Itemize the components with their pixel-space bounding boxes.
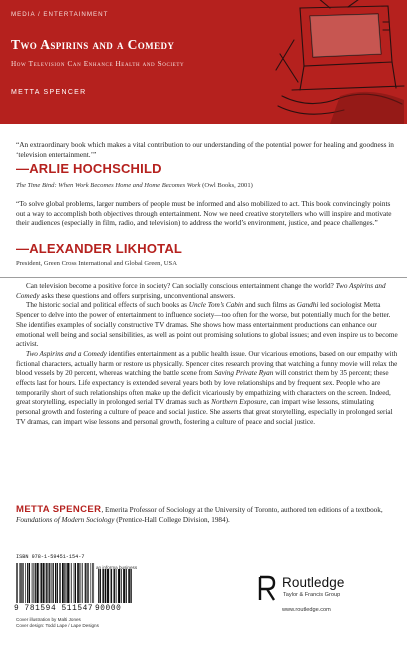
barcode-bar <box>92 563 93 603</box>
credit-illustration: Cover illustration by Malti Jones <box>16 617 81 622</box>
endorsement-source <box>16 181 398 190</box>
description-paragraph: The historic social and political effects of such books as Uncle Tom’s Cabin and such films as Gandhi led sociologist Metta Spencer to delve into the power of entertainment to influence society—too often for the worse, but potentially much for the better. She identifies examples of socially constructive TV dramas. She shows how mass entertainment productions can enhance our emotional well being and social sensibilities, as well as point out promising solutions to global issues; and even inspire us to become activist. <box>16 301 398 349</box>
barcode-bar <box>47 563 48 603</box>
barcode-addon-bar <box>118 569 119 603</box>
barcode-addon-bar <box>103 569 104 603</box>
textbook-title: Foundations of Modern Sociology <box>16 515 115 524</box>
cover-header-band <box>0 0 407 124</box>
barcode-bar <box>41 563 42 603</box>
barcode-bar <box>78 563 79 603</box>
barcode-addon-bar <box>119 569 120 603</box>
source-publisher: (Owl Books, 2001) <box>200 182 253 189</box>
endorsement-quote: “To solve global problems, larger numbers of people must be informed and also mobilized to act. This book convincingly points out a way to accomplish both objectives through entertainment. Now we need creative storytellers who will inspire and motivate their audiences (especially in film, radio, and television) to address the world’s environment, justice, and peace challenges.” <box>16 199 392 228</box>
barcode-bar <box>16 563 17 603</box>
cover-credits <box>16 617 99 629</box>
barcode-bar <box>50 563 51 603</box>
barcode-addon-bar <box>123 569 124 603</box>
barcode-addon-bar <box>111 569 112 603</box>
informa-label: an informa business <box>96 565 138 570</box>
barcode-addon-bar <box>119 569 120 603</box>
book-title: Two Aspirins and a Comedy <box>11 37 175 52</box>
publisher-name: Routledge <box>282 575 345 590</box>
barcode-addon-bar <box>107 569 108 603</box>
endorsement-quote: “An extraordinary book which makes a vital contribution to our understanding of the potential power for healing and goodness in ‘television entertainment.’” <box>16 140 394 159</box>
book-description <box>16 282 398 428</box>
barcode-bar <box>56 563 57 603</box>
barcode-bar <box>62 563 63 603</box>
barcode-bar <box>33 563 34 603</box>
endorsement-author: —ARLIE HOCHSCHILD <box>16 161 162 176</box>
barcode-bar <box>40 563 41 603</box>
barcode-bar <box>88 563 89 603</box>
barcode-addon-bar <box>100 569 101 603</box>
barcode-bar <box>52 563 53 603</box>
barcode-bar <box>29 563 30 603</box>
author-bio: METTA SPENCER, Emerita Professor of Sociology at the University of Toronto, authored ten editions of a textbook, Foundations of Modern Sociology (Prentice-Hall College Division, 1984). <box>16 504 383 524</box>
barcode-bar <box>75 563 76 603</box>
barcode-addon-bar <box>105 569 106 603</box>
barcode-bar <box>53 563 54 603</box>
barcode-bar <box>67 563 68 603</box>
barcode-bar <box>43 563 44 603</box>
barcode-bar <box>37 563 38 603</box>
barcode-bar <box>49 563 50 603</box>
barcode-bar <box>46 563 47 603</box>
barcode-bar <box>81 563 82 603</box>
barcode-bar <box>85 563 86 603</box>
barcode-bar <box>60 563 61 603</box>
barcode-bar <box>74 563 75 603</box>
barcode-addon-bar <box>99 569 100 603</box>
barcode-addon-bar <box>116 569 117 603</box>
barcode-bar <box>68 563 69 603</box>
barcode-bar <box>21 563 22 603</box>
barcode-addon-bar <box>129 569 130 603</box>
credit-design: Cover design: Todd Lape / Lape Designs <box>16 623 99 629</box>
barcode-bar <box>57 563 58 603</box>
barcode-addon-bar <box>124 569 125 603</box>
barcode-bar <box>85 563 86 603</box>
television-illustration <box>270 0 407 124</box>
barcode-bar <box>59 563 60 603</box>
barcode-bar <box>42 563 43 603</box>
publisher-group: Taylor & Francis Group <box>283 592 341 598</box>
barcode-addon-bar <box>114 569 115 603</box>
barcode-bar <box>82 563 83 603</box>
author-name: METTA SPENCER <box>11 89 87 96</box>
barcode-bar <box>29 563 30 603</box>
barcode-bar <box>49 563 50 603</box>
source-book-title: The Time Bind: When Work Becomes Home and Home Becomes Work <box>16 182 201 189</box>
barcode-addon-bar <box>125 569 126 603</box>
barcode-bar <box>57 563 58 603</box>
barcode-addon-bar <box>130 569 131 603</box>
barcode-bar <box>64 563 65 603</box>
barcode-bar <box>32 563 33 603</box>
barcode-bar <box>35 563 36 603</box>
routledge-logo-icon <box>257 575 277 602</box>
endorsement-author: —ALEXANDER LIKHOTAL <box>16 241 183 256</box>
barcode-bar <box>79 563 80 603</box>
isbn-label: ISBN 978-1-59451-154-7 <box>16 554 85 560</box>
barcode-bar <box>25 563 26 603</box>
barcode-number: 9 781594 511547 <box>14 605 94 613</box>
barcode-addon-bar <box>111 569 112 603</box>
category-label: MEDIA / ENTERTAINMENT <box>11 11 109 18</box>
endorsement-affiliation: President, Green Cross International and Global Green, USA <box>16 260 177 267</box>
barcode-bar <box>23 563 24 603</box>
barcode-addon-bar <box>102 569 103 603</box>
barcode-bar <box>55 563 56 603</box>
barcode-bar <box>20 563 21 603</box>
barcode-bar <box>27 563 28 603</box>
barcode-bar <box>91 563 92 603</box>
barcode-bar <box>28 563 29 603</box>
barcode-bar <box>46 563 47 603</box>
barcode-addon-bar <box>108 569 109 603</box>
barcode-addon-bar <box>131 569 132 603</box>
barcode-bar <box>86 563 87 603</box>
barcode-bar <box>19 563 20 603</box>
barcode-price-code: 90000 <box>95 605 122 613</box>
section-divider <box>0 277 407 278</box>
barcode <box>16 563 132 603</box>
barcode-bar <box>67 563 68 603</box>
description-paragraph: Can television become a positive force in society? Can socially conscious entertainment change the world? Two Aspirins and Comedy asks these questions and offers surprising, unconventional answers. <box>16 282 386 300</box>
barcode-bar <box>38 563 39 603</box>
barcode-bar <box>71 563 72 603</box>
barcode-addon-bar <box>105 569 106 603</box>
barcode-bar <box>77 563 78 603</box>
barcode-bar <box>22 563 23 603</box>
barcode-addon-bar <box>108 569 109 603</box>
barcode-bar <box>63 563 64 603</box>
barcode-addon-bar <box>98 569 99 603</box>
barcode-bar <box>87 563 88 603</box>
barcode-addon-bar <box>114 569 115 603</box>
barcode-bar <box>93 563 94 603</box>
barcode-bar <box>43 563 44 603</box>
publisher-url: www.routledge.com <box>282 607 331 613</box>
barcode-addon-bar <box>128 569 129 603</box>
barcode-bar <box>78 563 79 603</box>
barcode-bar <box>38 563 39 603</box>
barcode-bar <box>63 563 64 603</box>
bio-author-name: METTA SPENCER <box>16 504 102 515</box>
book-subtitle: How Television Can Enhance Health and Society <box>11 60 185 68</box>
barcode-bar <box>68 563 69 603</box>
barcode-addon-bar <box>121 569 122 603</box>
barcode-bar <box>70 563 71 603</box>
barcode-addon-bar <box>126 569 127 603</box>
barcode-bar <box>53 563 54 603</box>
description-paragraph: Two Aspirins and a Comedy identifies entertainment as a public health issue. Our vicarious emotions, based on our empathy with fictional characters, actually harm or restore us physically. Spencer cites research proving that watching a funny movie will relax the blood vessels by 20 percent, whereas watching the battle scene from Saving Private Ryan will constrict them by 35 percent; these effects last for hours. Life expectancy is extended several years both by love relationships and by frequent sex. People who are temporarily short of such relationships often make up the deficit vicariously by empathizing with characters on the screen. Indeed, great storytelling, especially in prolonged serial TV dramas such as Northern Exposure, can impart wise lessons, stimulating personal growth and fostering a culture of peace and social justice. She asserts that great storytelling, especially in prolonged serial TV dramas, can impart wise lessons and personal growth, fostering a culture of peace and social justice. <box>16 349 398 426</box>
barcode-bar <box>17 563 18 603</box>
barcode-bar <box>35 563 36 603</box>
barcode-bar <box>75 563 76 603</box>
barcode-bar <box>44 563 45 603</box>
barcode-bar <box>36 563 37 603</box>
barcode-bar <box>65 563 66 603</box>
